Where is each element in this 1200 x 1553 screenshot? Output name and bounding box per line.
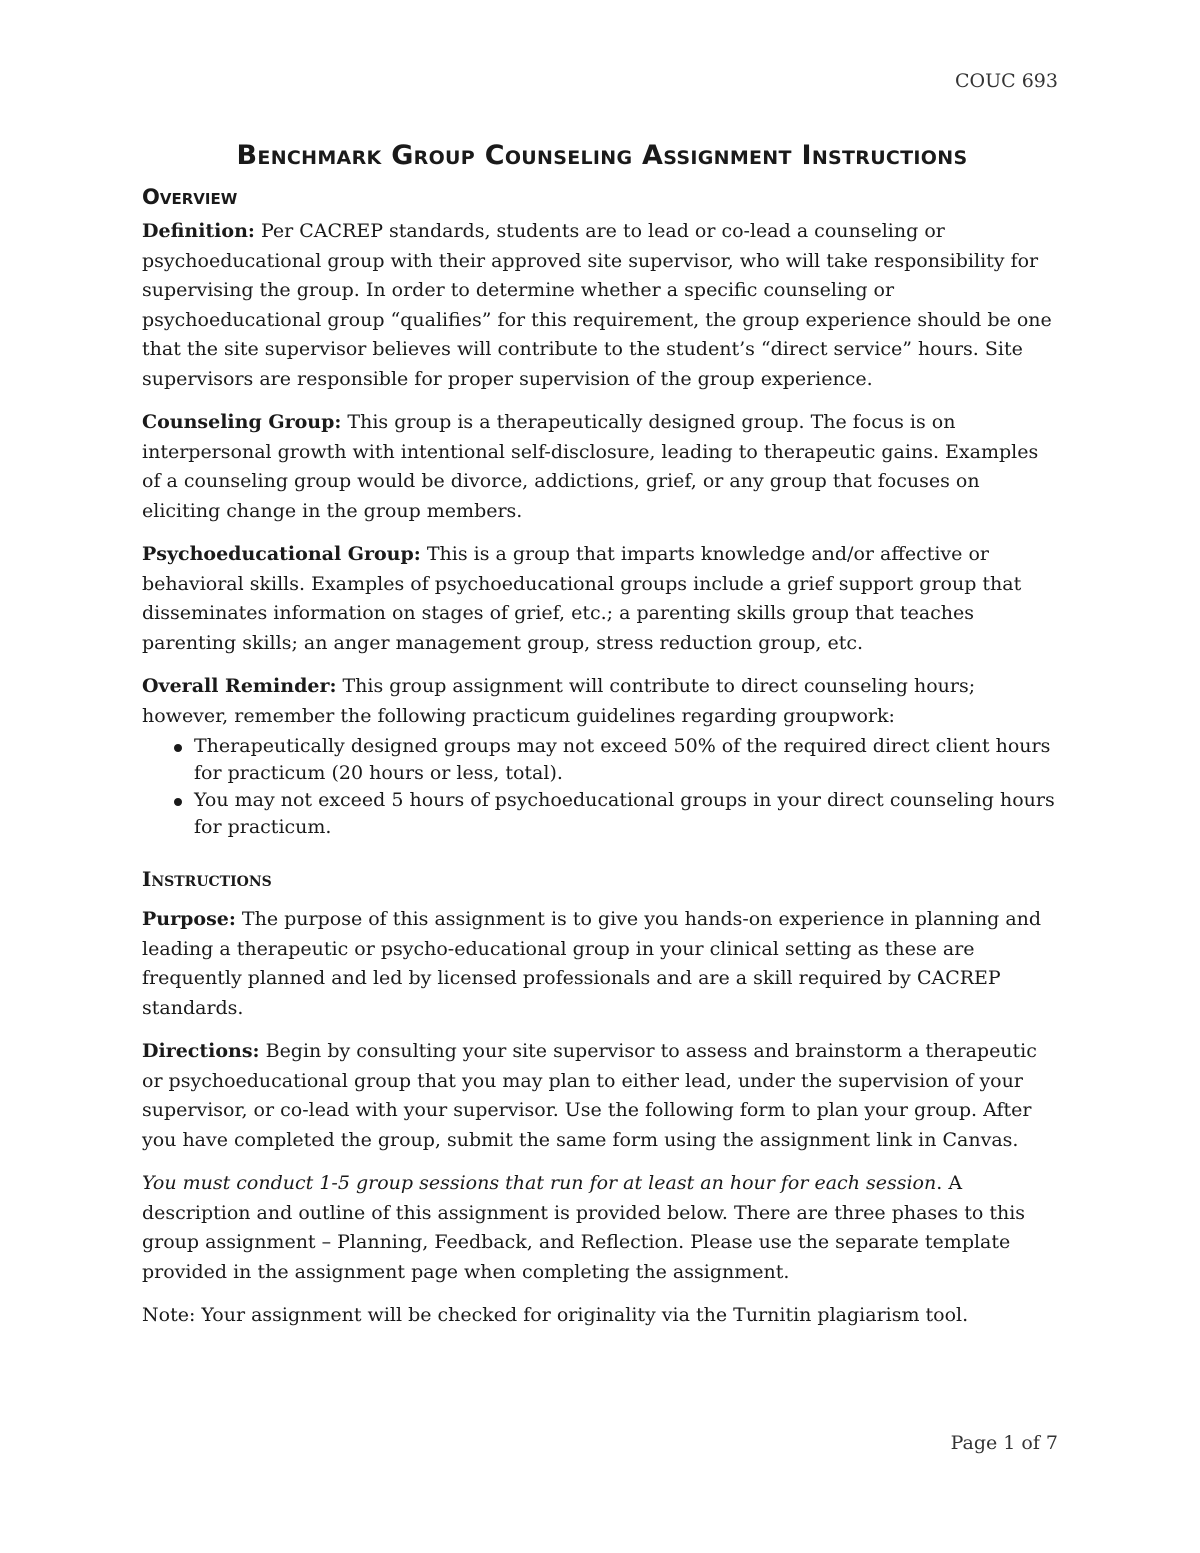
overall-reminder-label: Overall Reminder: xyxy=(142,675,337,697)
definition-text: Per CACREP standards, students are to lead or co-lead a counseling or psychoeducational group with their approved site supervisor, who will take responsibility for supervising the group. In order to determine whether a specific counseling or psychoeducational group “qualifies” for this requirement, the group experience should be one that the site supervisor believes will contribute to the student’s “direct service” hours. Site supervisors are responsible for proper supervision of the group experience. xyxy=(142,220,1052,390)
purpose-paragraph xyxy=(142,905,1062,1023)
purpose-label: Purpose: xyxy=(142,908,236,930)
counseling-group-label: Counseling Group: xyxy=(142,411,342,433)
overall-reminder-paragraph xyxy=(142,672,1062,731)
psychoeducational-group-label: Psychoeducational Group: xyxy=(142,543,421,565)
overall-reminder-text: This group assignment will contribute to direct counseling hours; however, remember the following practicum guidelines regarding groupwork: xyxy=(142,675,976,727)
list-item: Therapeutically designed groups may not exceed 50% of the required direct client hours for practicum (20 hours or less, total). xyxy=(172,733,1062,787)
psychoeducational-group-text: This is a group that imparts knowledge and/or affective or behavioral skills. Examples of psychoeducational groups include a grief support group that disseminates information on stages of grief, etc.; a parenting skills group that teaches parenting skills; an anger management group, stress reduction group, etc. xyxy=(142,543,1022,654)
originality-note: Note: Your assignment will be checked for originality via the Turnitin plagiarism tool. xyxy=(142,1304,969,1326)
page-number: Page 1 of 7 xyxy=(950,1432,1058,1454)
purpose-text: The purpose of this assignment is to give you hands-on experience in planning and leading a therapeutic or psycho-educational group in your clinical setting as these are frequently planned and led by licensed professionals and are a skill required by CACREP standards. xyxy=(142,908,1042,1019)
definition-label: Definition: xyxy=(142,220,255,242)
bullet-icon xyxy=(174,744,182,752)
instructions-heading: Instructions xyxy=(142,867,272,891)
course-code: COUC 693 xyxy=(955,70,1058,92)
sessions-requirement: You must conduct 1-5 group sessions that run for at least an hour for each session xyxy=(142,1172,937,1194)
directions-label: Directions: xyxy=(142,1040,260,1062)
list-item: You may not exceed 5 hours of psychoeducational groups in your direct counseling hours for practicum. xyxy=(172,787,1062,841)
bullet-icon xyxy=(174,798,182,806)
definition-paragraph xyxy=(142,217,1062,394)
overview-heading: Overview xyxy=(142,185,238,209)
practicum-guidelines-list xyxy=(142,733,1062,841)
counseling-group-text: This group is a therapeutically designed group. The focus is on interpersonal growth with intentional self-disclosure, leading to therapeutic gains. Examples of a counseling group would be divorce, addictions, grief, or any group that focuses on eliciting change in the group members. xyxy=(142,411,1039,522)
counseling-group-paragraph xyxy=(142,408,1062,526)
directions-text: Begin by consulting your site supervisor to assess and brainstorm a therapeutic or psychoeducational group that you may plan to either lead, under the supervision of your supervisor, or co-lead with your supervisor. Use the following form to plan your group. After you have completed the group, submit the same form using the assignment link in Canvas. xyxy=(142,1040,1037,1151)
psychoeducational-group-paragraph xyxy=(142,540,1062,658)
sessions-paragraph xyxy=(142,1169,1062,1287)
document-title: Benchmark Group Counseling Assignment Instructions xyxy=(236,140,968,171)
directions-paragraph xyxy=(142,1037,1062,1155)
document-body xyxy=(142,140,1062,1345)
sessions-text: . A description and outline of this assignment is provided below. There are three phases to this group assignment – Planning, Feedback, and Reflection. Please use the separate template provided in the assignment page when completing the assignment. xyxy=(142,1172,1026,1283)
